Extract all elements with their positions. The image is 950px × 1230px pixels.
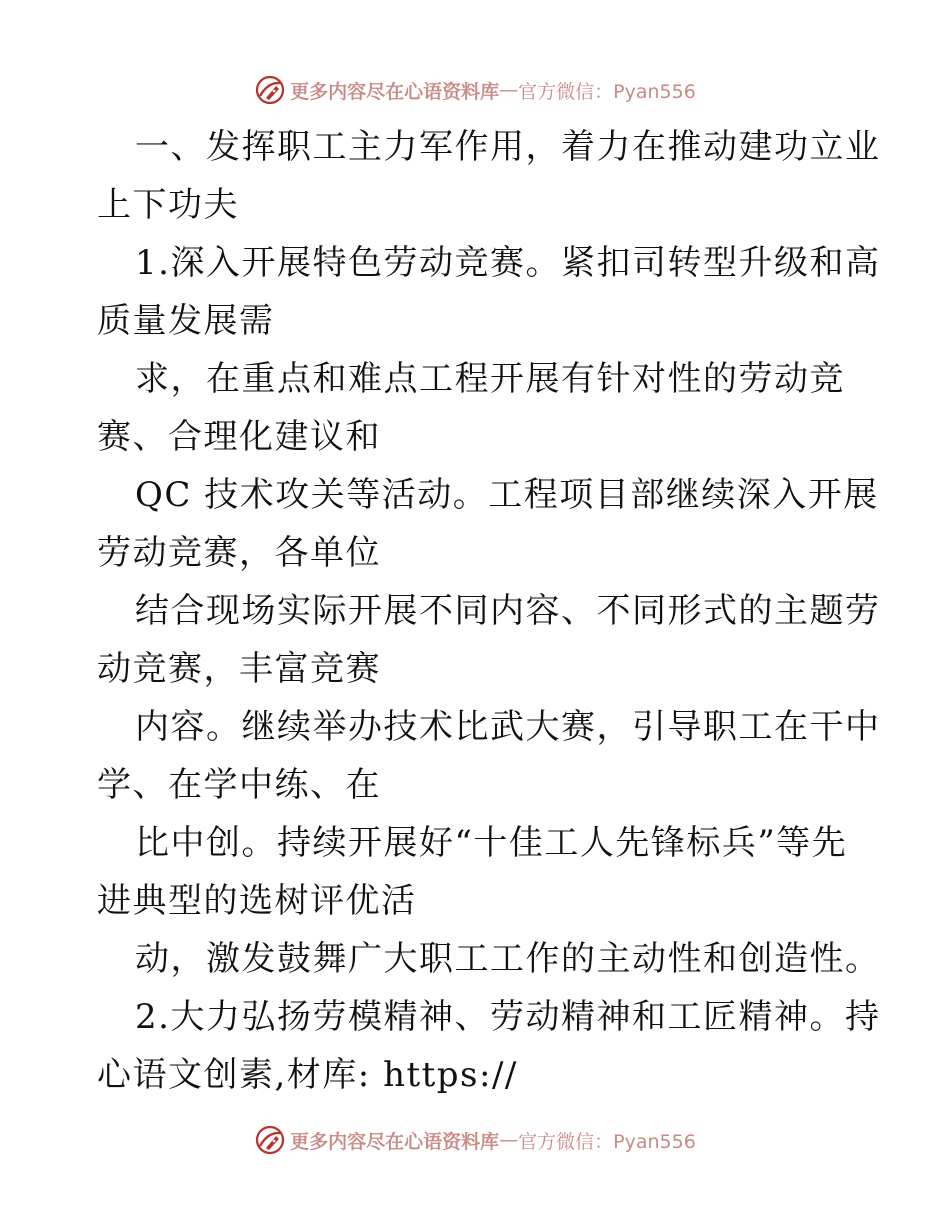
pen-nib-logo-icon [254, 1124, 286, 1156]
text-line: 进典型的选树评优活 [97, 881, 417, 921]
text-line: 1.深入开展特色劳动竞赛。紧扣司转型升级和高 [135, 243, 881, 283]
text-line: 心语文创素,材库: https:// [97, 1055, 518, 1095]
watermark-contact-text: 官方微信：Pyan556 [518, 80, 696, 103]
watermark-contact-text: 官方微信：Pyan556 [518, 1130, 696, 1153]
text-line: 上下功夫 [97, 185, 239, 225]
text-line: 质量发展需 [97, 301, 275, 341]
text-line: 动，激发鼓舞广大职工工作的主动性和创造性。 [135, 939, 881, 979]
heading-line: 一、发挥职工主力军作用，着力在推动建功立业 [135, 127, 881, 167]
text-line: 劳动竞赛，各单位 [97, 533, 381, 573]
footer-watermark [0, 1120, 950, 1160]
text-line: 内容。继续举办技术比武大赛，引导职工在干中 [135, 707, 881, 747]
text-line: 求，在重点和难点工程开展有针对性的劳动竞 [135, 359, 845, 399]
document-body [97, 118, 881, 1104]
text-line: 结合现场实际开展不同内容、不同形式的主题劳 [135, 591, 881, 631]
watermark-site-text: 更多内容尽在心语资料库 [290, 80, 500, 103]
text-line: 比中创。持续开展好“十佳工人先锋标兵”等先 [135, 823, 848, 863]
text-line: QC 技术攻关等活动。工程项目部继续深入开展 [135, 475, 879, 515]
pen-nib-logo-icon [254, 74, 286, 106]
watermark-separator: — [499, 79, 519, 101]
header-watermark [0, 70, 950, 110]
text-line: 2.大力弘扬劳模精神、劳动精神和工匠精神。持 [135, 997, 881, 1037]
text-line: 赛、合理化建议和 [97, 417, 381, 457]
watermark-separator: — [499, 1129, 519, 1151]
text-line: 学、在学中练、在 [97, 765, 381, 805]
text-line: 动竞赛，丰富竞赛 [97, 649, 381, 689]
watermark-site-text: 更多内容尽在心语资料库 [290, 1130, 500, 1153]
